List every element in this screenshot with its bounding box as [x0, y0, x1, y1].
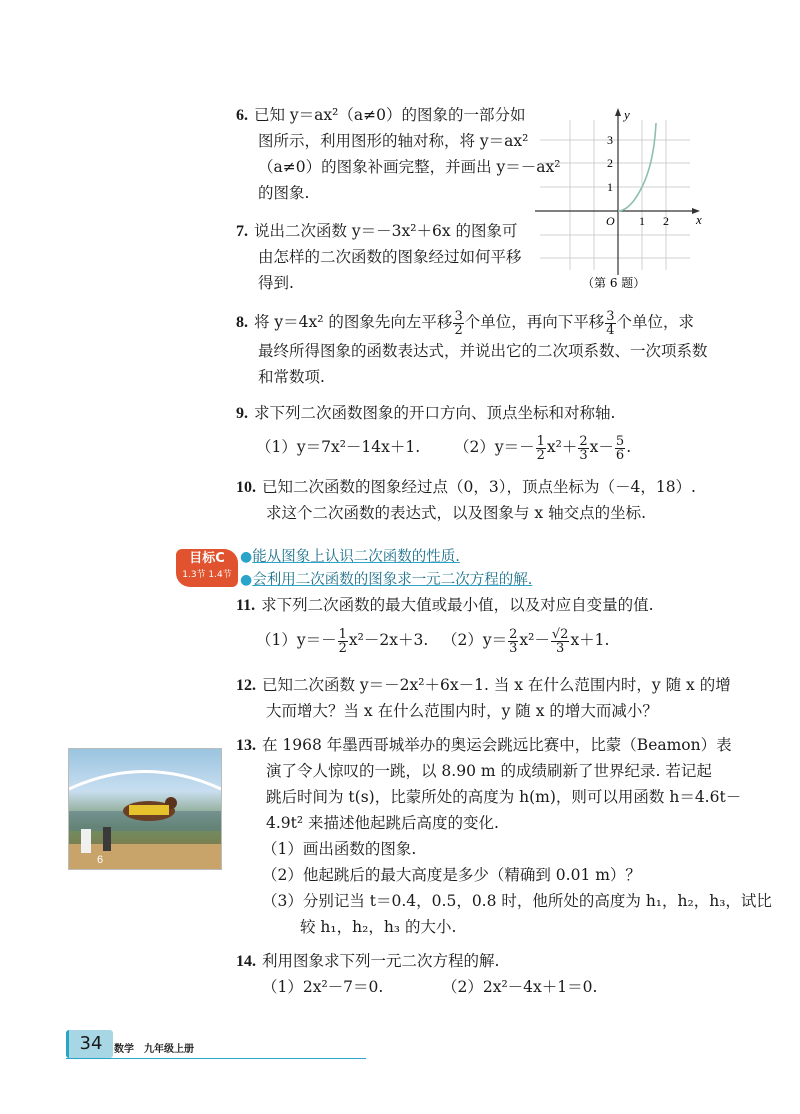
problem-number: 6. — [236, 107, 248, 124]
problem-13-question-3b: 较 h₁，h₂，h₃ 的大小. — [300, 918, 457, 936]
y-tick-2: 2 — [607, 156, 613, 170]
problem-13-question-2: （2）他起跳后的最大高度是多少（精确到 0.01 m）？ — [262, 866, 641, 884]
fraction: $\frac{1}{2}$ — [338, 626, 347, 656]
problem-8-line-2: 最终所得图象的函数表达式，并说出它的二次项系数、一次项系数 — [258, 342, 708, 360]
problem-6-line-2: 图所示，利用图形的轴对称，将 y＝ax² — [258, 132, 529, 150]
problem-9-sub-2: （2）y＝－ $\frac{1}{2}$ x²＋ $\frac{2}{3}$ x－ $\frac{5}{6}$ . — [454, 433, 632, 463]
problem-14-line-1: 14. 利用图象求下列一元二次方程的解. — [236, 952, 500, 970]
x-tick-1: 1 — [639, 214, 645, 228]
goal-badge-sections: 1.3节 1.4节 — [182, 570, 232, 580]
problem-6-line-1: 6. 已知 y＝ax²（a≠0）的图象的一部分如 — [236, 106, 526, 124]
problem-7-line-3: 得到. — [258, 274, 294, 292]
long-jump-photo — [68, 748, 222, 870]
problem-14-sub-2: （2）2x²－4x＋1＝0. — [442, 978, 598, 996]
bullet-icon: ● — [240, 549, 253, 565]
problem-number: 9. — [236, 405, 248, 422]
problem-8-line-1: 8. 将 y＝4x² 的图象先向左平移 $\frac{3}{2}$ 个单位，再向下平移 $\frac{3}{4}$ 个单位，求 — [236, 308, 695, 338]
fraction: $\frac{3}{4}$ — [606, 308, 615, 338]
problem-12-line-1: 12. 已知二次函数 y＝－2x²＋6x－1. 当 x 在什么范围内时，y 随 x 的增 — [236, 676, 731, 694]
problem-13-line-1: 13. 在 1968 年墨西哥城举办的奥运会跳远比赛中，比蒙（Beamon）表 — [236, 736, 732, 754]
problem-number: 12. — [236, 677, 256, 694]
x-tick-2: 2 — [663, 214, 669, 228]
problem-number: 14. — [236, 953, 256, 970]
problem-number: 11. — [236, 597, 256, 614]
problem-13-line-4: 4.9t² 来描述他起跳后高度的变化. — [266, 814, 499, 832]
problem-11-line-1: 11. 求下列二次函数的最大值或最小值，以及对应自变量的值. — [236, 596, 654, 614]
fraction: $\frac{2}{3}$ — [509, 626, 518, 656]
page-number: 34 — [79, 1033, 103, 1054]
fraction: $\frac{√2}{3}$ — [551, 626, 569, 656]
bullet-icon: ● — [240, 572, 253, 588]
fraction: $\frac{1}{2}$ — [536, 433, 545, 463]
x-axis-label: x — [696, 212, 702, 227]
goal-item-2: ●会利用二次函数的图象求一元二次方程的解. — [240, 572, 533, 588]
problem-13-line-3: 跳后时间为 t(s)，比蒙所处的高度为 h(m)，则可以用函数 h＝4.6t－ — [266, 788, 742, 806]
problem-11-sub-1: （1）y＝－ $\frac{1}{2}$ x²－2x＋3. — [256, 626, 429, 656]
goal-item-1: ●能从图象上认识二次函数的性质. — [240, 549, 460, 565]
photo-bib-number: 6 — [97, 854, 104, 866]
y-tick-3: 3 — [607, 133, 613, 147]
problem-number: 7. — [236, 223, 248, 240]
y-tick-1: 1 — [607, 180, 613, 194]
problem-6-line-4: 的图象. — [258, 184, 310, 202]
problem-9-line-1: 9. 求下列二次函数图象的开口方向、顶点坐标和对称轴. — [236, 404, 616, 422]
fraction: $\frac{3}{2}$ — [454, 308, 463, 338]
problem-13-question-1: （1）画出函数的图象. — [262, 840, 417, 858]
fraction: $\frac{5}{6}$ — [615, 433, 625, 463]
origin-label: O — [606, 214, 615, 228]
problem-number: 8. — [236, 314, 248, 331]
problem-number: 10. — [236, 479, 256, 496]
problem-10-line-1: 10. 已知二次函数的图象经过点（0，3），顶点坐标为（－4，18）. — [236, 478, 696, 496]
problem-8-line-3: 和常数项. — [258, 368, 325, 386]
problem-10-line-2: 求这个二次函数的表达式，以及图象与 x 轴交点的坐标. — [266, 504, 647, 522]
book-title: 数学 九年级上册 — [114, 1044, 194, 1055]
goal-badge-title: 目标C — [189, 551, 225, 566]
figure-caption: （第 6 题） — [582, 276, 646, 290]
goal-badge — [176, 549, 238, 587]
graph-grid — [540, 120, 690, 270]
quadratic-graph-figure — [530, 105, 710, 290]
problem-13-question-3a: （3）分别记当 t＝0.4，0.5，0.8 时，他所处的高度为 h₁，h₂，h₃，试比 — [262, 892, 772, 910]
footer-rule — [66, 1058, 366, 1059]
problem-14-sub-1: （1）2x²－7＝0. — [262, 978, 384, 996]
problem-7-line-2: 由怎样的二次函数的图象经过如何平移 — [258, 248, 522, 266]
problem-13-line-2: 演了令人惊叹的一跳，以 8.90 m 的成绩刷新了世界纪录. 若记起 — [266, 762, 712, 780]
problem-12-line-2: 大而增大？当 x 在什么范围内时，y 随 x 的增大而减小？ — [266, 702, 658, 720]
photo-illustration — [69, 749, 221, 869]
y-axis-label: y — [624, 107, 630, 122]
y-axis-arrow — [615, 108, 621, 116]
fraction: $\frac{2}{3}$ — [579, 433, 588, 463]
problem-9-sub-1: （1）y＝7x²－14x＋1. — [256, 438, 421, 456]
parabola-curve — [618, 123, 656, 211]
problem-7-line-1: 7. 说出二次函数 y＝－3x²＋6x 的图象可 — [236, 222, 518, 240]
page-number-badge — [66, 1030, 113, 1058]
problem-11-sub-2: （2）y＝ $\frac{2}{3}$ x²－ $\frac{√2}{3}$ x＋1. — [442, 626, 610, 656]
problem-number: 13. — [236, 737, 256, 754]
problem-6-line-3: （a≠0）的图象补画完整，并画出 y＝－ax² — [258, 158, 561, 176]
